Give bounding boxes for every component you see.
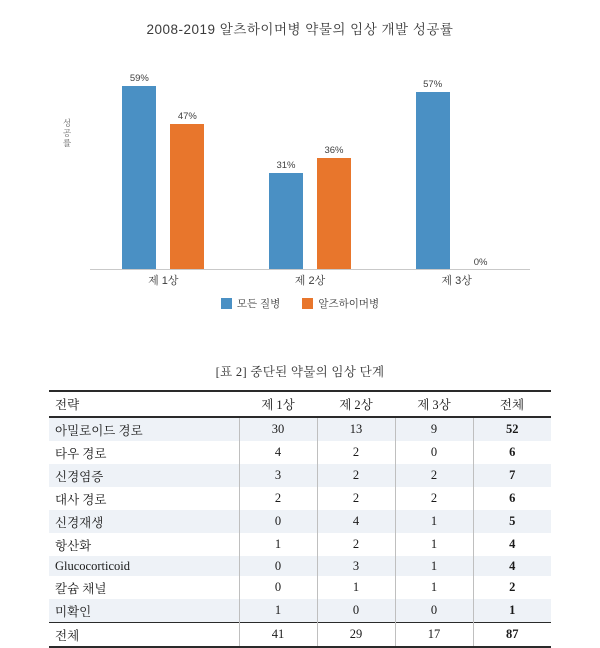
table-row	[49, 556, 551, 576]
cell-total: 52	[473, 417, 551, 441]
table-title: [표 2] 중단된 약물의 임상 단계	[215, 365, 385, 379]
table-row	[49, 441, 551, 464]
cell-phase3: 9	[395, 417, 473, 441]
cell-phase1: 41	[239, 623, 317, 648]
bar-value: 31%	[276, 160, 296, 171]
bar-wrap-alzheimer-p3	[464, 52, 498, 270]
cell-phase1: 30	[239, 417, 317, 441]
cell-phase3: 2	[395, 464, 473, 487]
bar-group-phase2	[250, 52, 370, 270]
bar-wrap-all-disease-p2	[269, 52, 303, 270]
bar-wrap-all-disease-p1	[122, 52, 156, 270]
cell-total: 4	[509, 537, 516, 551]
legend-item-all-disease[interactable]	[221, 296, 281, 311]
row-label: 타우 경로	[49, 441, 239, 464]
table-row	[49, 576, 551, 599]
cell-phase3: 0	[395, 599, 473, 623]
clinical-phase-table	[49, 390, 551, 648]
y-axis-label: 성공률	[62, 118, 72, 148]
cell-phase3: 1	[395, 556, 473, 576]
cell-phase3: 1	[395, 576, 473, 599]
row-label: 신경염증	[49, 464, 239, 487]
bar-all-disease-p1[interactable]	[122, 86, 156, 270]
bar-all-disease-p2[interactable]	[269, 173, 303, 270]
table-row	[49, 487, 551, 510]
table-row	[49, 417, 551, 441]
col-header-phase3: 제 3상	[395, 391, 473, 417]
legend-item-alzheimer[interactable]	[302, 296, 379, 311]
cell-phase1: 4	[239, 441, 317, 464]
x-axis-tick-labels	[90, 272, 530, 288]
row-label: Glucocorticoid	[49, 556, 239, 576]
cell-phase3: 17	[395, 623, 473, 648]
row-label: 칼슘 채널	[49, 576, 239, 599]
cell-phase2: 2	[317, 464, 395, 487]
bar-alzheimer-p2[interactable]	[317, 158, 351, 270]
cell-phase2: 3	[317, 556, 395, 576]
cell-phase1: 1	[239, 599, 317, 623]
cell-phase1: 3	[239, 464, 317, 487]
bar-wrap-all-disease-p3	[416, 52, 450, 270]
cell-phase2: 2	[317, 441, 395, 464]
bar-all-disease-p3[interactable]	[416, 92, 450, 270]
row-label: 전체	[49, 623, 239, 648]
col-header-phase1: 제 1상	[239, 391, 317, 417]
table-row	[49, 533, 551, 556]
x-tick-phase2: 제 2상	[294, 275, 326, 287]
cell-phase3: 2	[395, 487, 473, 510]
bar-value: 57%	[423, 79, 443, 90]
cell-total: 7	[473, 464, 551, 487]
table-row	[49, 510, 551, 533]
bar-value: 36%	[324, 145, 344, 156]
col-header-total: 전체	[473, 391, 551, 417]
cell-phase2: 1	[317, 576, 395, 599]
plot-area	[90, 52, 530, 270]
cell-total: 1	[473, 599, 551, 623]
cell-phase1: 0	[239, 556, 317, 576]
cell-total: 5	[473, 510, 551, 533]
row-label: 미확인	[49, 599, 239, 623]
x-axis-line	[90, 269, 530, 270]
table-container	[0, 362, 600, 648]
row-label: 신경재생	[49, 510, 239, 533]
cell-total: 2	[509, 580, 516, 594]
table-row	[49, 464, 551, 487]
bar-wrap-alzheimer-p1	[170, 52, 204, 270]
cell-phase1: 0	[239, 576, 317, 599]
x-tick-phase3: 제 3상	[441, 275, 472, 287]
table-row-grand-total	[49, 623, 551, 648]
row-label: 항산화	[49, 533, 239, 556]
bar-groups	[90, 52, 530, 270]
table-row	[49, 599, 551, 623]
cell-phase1: 2	[239, 487, 317, 510]
legend-label: 모든 질병	[236, 298, 281, 310]
cell-phase2: 2	[317, 533, 395, 556]
chart-title: 2008-2019 알츠하이머병 약물의 임상 개발 성공률	[146, 22, 454, 37]
table-header-row	[49, 391, 551, 417]
cell-phase2: 2	[317, 487, 395, 510]
row-label: 대사 경로	[49, 487, 239, 510]
cell-phase1: 0	[239, 510, 317, 533]
bar-value: 59%	[129, 73, 149, 84]
legend-swatch-icon	[221, 298, 232, 309]
cell-phase2: 13	[317, 417, 395, 441]
cell-total: 87	[473, 623, 551, 648]
bar-alzheimer-p1[interactable]	[170, 124, 204, 270]
cell-total: 6	[509, 445, 516, 459]
bar-value: 0%	[473, 257, 488, 268]
cell-total: 6	[509, 491, 516, 505]
cell-phase3: 1	[395, 510, 473, 533]
cell-phase2: 4	[317, 510, 395, 533]
bar-value: 47%	[177, 111, 197, 122]
legend-swatch-icon	[302, 298, 313, 309]
cell-phase1: 1	[239, 533, 317, 556]
bar-wrap-alzheimer-p2	[317, 52, 351, 270]
legend-label: 알즈하이머병	[318, 298, 380, 310]
cell-total: 4	[473, 556, 551, 576]
bar-group-phase1	[103, 52, 223, 270]
cell-phase3: 1	[395, 533, 473, 556]
row-label: 아밀로이드 경로	[49, 417, 239, 441]
bar-group-phase3	[397, 52, 517, 270]
col-header-strategy: 전략	[49, 391, 239, 417]
cell-phase2: 29	[317, 623, 395, 648]
col-header-phase2: 제 2상	[317, 391, 395, 417]
x-tick-phase1: 제 1상	[148, 275, 179, 287]
cell-phase2: 0	[317, 599, 395, 623]
chart-legend	[0, 296, 600, 311]
cell-phase3: 0	[395, 441, 473, 464]
